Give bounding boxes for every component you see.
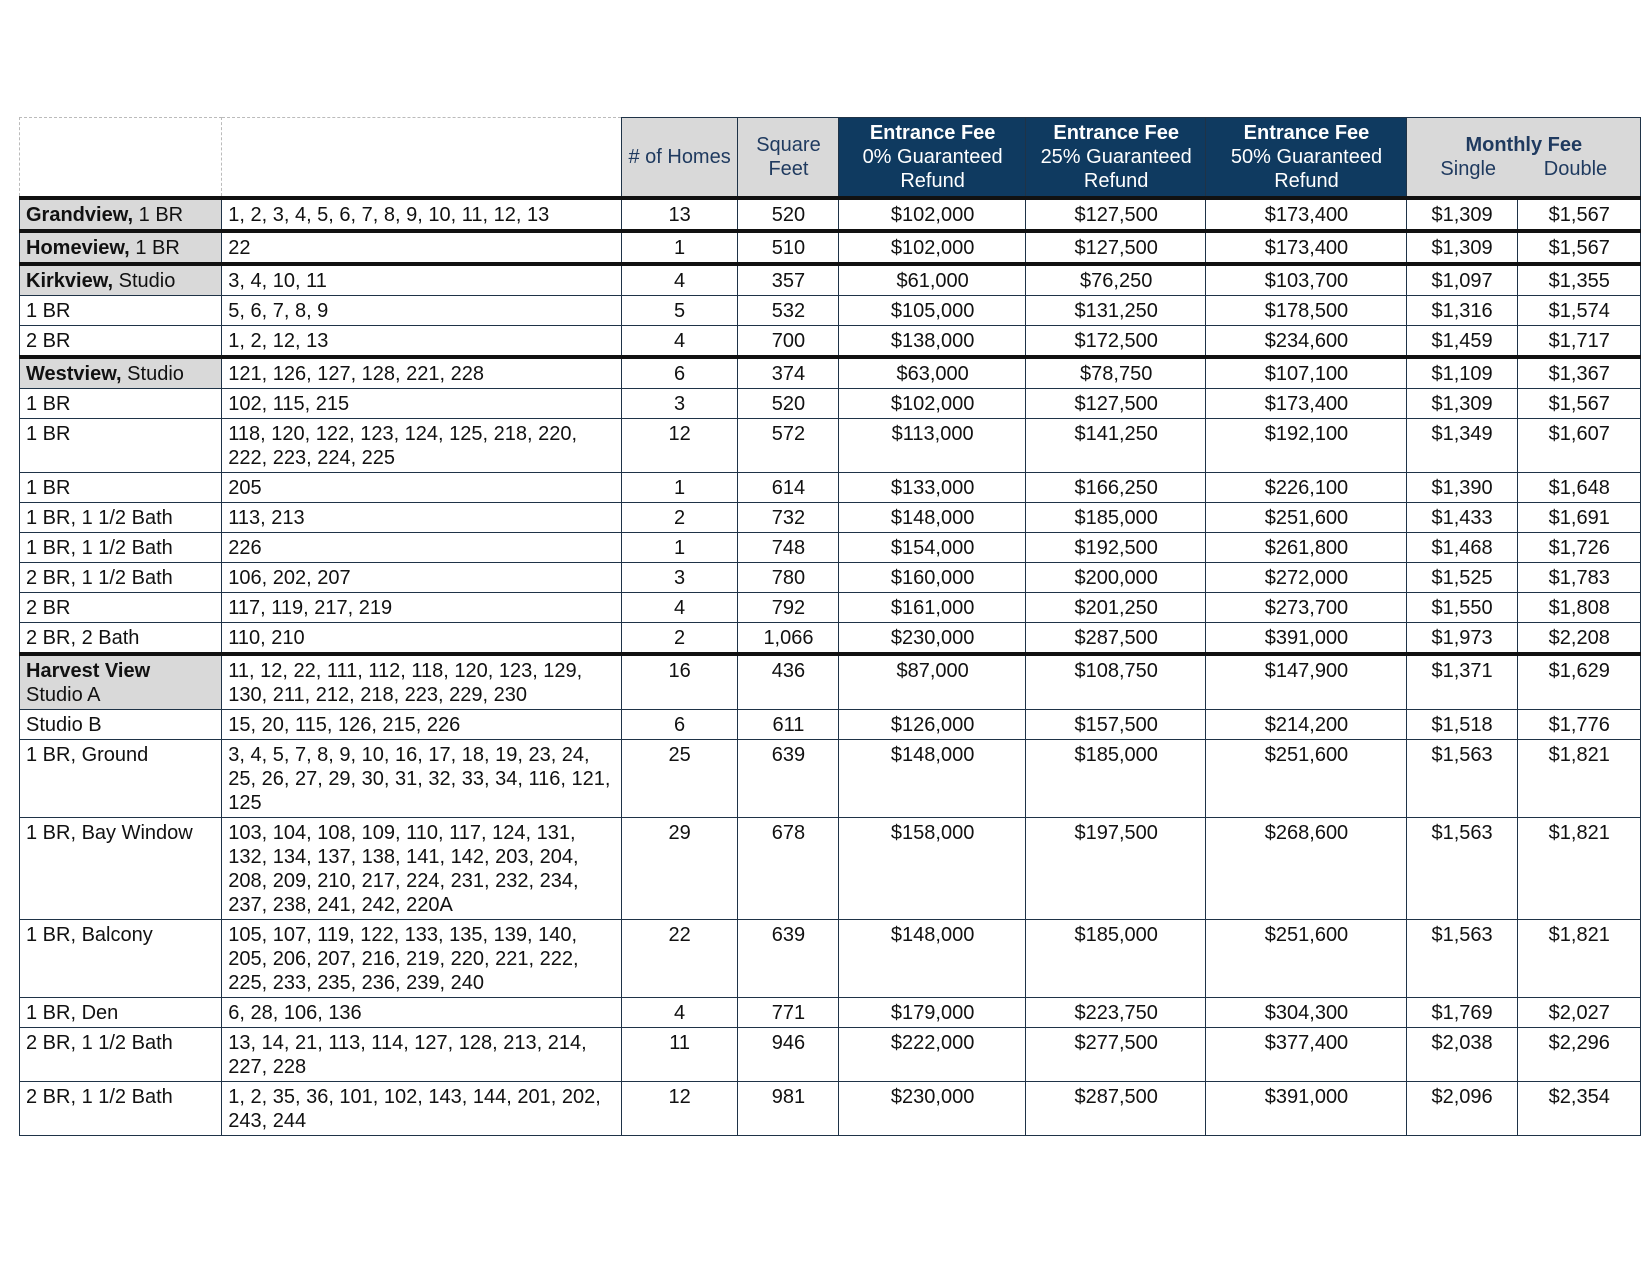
square-feet: 792 xyxy=(737,592,839,622)
unit-type-cell xyxy=(20,472,222,502)
monthly-fee-single: $2,038 xyxy=(1406,1027,1517,1081)
monthly-fee-double: $2,027 xyxy=(1517,997,1640,1027)
unit-type: 2 BR, 1 1/2 Bath xyxy=(26,1085,173,1108)
unit-type: 1 BR xyxy=(138,203,184,226)
entrance-fee-25: $197,500 xyxy=(1025,817,1205,919)
monthly-fee-single: $1,563 xyxy=(1406,739,1517,817)
entrance-fee-25: $185,000 xyxy=(1025,502,1205,532)
entrance-fee-50: $261,800 xyxy=(1206,532,1406,562)
home-numbers: 3, 4, 5, 7, 8, 9, 10, 16, 17, 18, 19, 23, 24, 25, 26, 27, 29, 30, 31, 32, 33, 34, 116, 121, 125 xyxy=(222,739,621,817)
homes-count: 29 xyxy=(621,817,737,919)
monthly-fee-double: $1,607 xyxy=(1517,418,1640,472)
unit-type: 1 BR xyxy=(135,236,180,259)
unit-type-cell xyxy=(20,264,222,296)
square-feet: 436 xyxy=(737,654,839,710)
entrance-fee-50: $214,200 xyxy=(1206,709,1406,739)
homes-count: 1 xyxy=(621,472,737,502)
monthly-fee-double: $1,821 xyxy=(1517,919,1640,997)
monthly-fee-double: $1,629 xyxy=(1517,654,1640,710)
homes-count: 6 xyxy=(621,357,737,389)
entrance-fee-50: $377,400 xyxy=(1206,1027,1406,1081)
unit-type: Studio xyxy=(127,362,184,385)
unit-type-cell xyxy=(20,919,222,997)
entrance-fee-0: $161,000 xyxy=(839,592,1026,622)
table-row xyxy=(20,562,1641,592)
header-blank-homes xyxy=(222,118,621,198)
unit-type: 1 BR, 1 1/2 Bath xyxy=(26,536,173,559)
home-numbers: 121, 126, 127, 128, 221, 228 xyxy=(222,357,621,389)
home-numbers: 15, 20, 115, 126, 215, 226 xyxy=(222,709,621,739)
unit-type-cell xyxy=(20,388,222,418)
monthly-fee-single: $1,459 xyxy=(1406,325,1517,357)
entrance-fee-0: $87,000 xyxy=(839,654,1026,710)
monthly-fee-double: $1,821 xyxy=(1517,817,1640,919)
table-row xyxy=(20,502,1641,532)
table-row xyxy=(20,295,1641,325)
entrance-fee-25: $131,250 xyxy=(1025,295,1205,325)
entrance-fee-50: $273,700 xyxy=(1206,592,1406,622)
unit-type: 1 BR xyxy=(26,299,71,322)
table-row xyxy=(20,654,1641,710)
header-fee-50-title: Entrance Fee xyxy=(1243,122,1370,145)
entrance-fee-25: $127,500 xyxy=(1025,198,1205,231)
monthly-fee-double: $1,821 xyxy=(1517,739,1640,817)
unit-type-cell xyxy=(20,1027,222,1081)
pricing-table xyxy=(19,117,1641,1136)
entrance-fee-50: $178,500 xyxy=(1206,295,1406,325)
monthly-fee-single: $1,316 xyxy=(1406,295,1517,325)
monthly-fee-single: $1,097 xyxy=(1406,264,1517,296)
entrance-fee-50: $251,600 xyxy=(1206,739,1406,817)
entrance-fee-50: $173,400 xyxy=(1206,231,1406,264)
square-feet: 1,066 xyxy=(737,622,839,654)
homes-count: 6 xyxy=(621,709,737,739)
unit-type-cell xyxy=(20,592,222,622)
homes-count: 12 xyxy=(621,1081,737,1135)
monthly-fee-double: $1,567 xyxy=(1517,231,1640,264)
table-body xyxy=(20,198,1641,1136)
unit-type: 1 BR, Ground xyxy=(26,743,149,766)
unit-type-cell xyxy=(20,231,222,264)
homes-count: 4 xyxy=(621,325,737,357)
unit-type: 2 BR, 1 1/2 Bath xyxy=(26,566,173,589)
home-numbers: 5, 6, 7, 8, 9 xyxy=(222,295,621,325)
homes-count: 3 xyxy=(621,562,737,592)
unit-type: 2 BR, 2 Bath xyxy=(26,626,140,649)
unit-type: 2 BR, 1 1/2 Bath xyxy=(26,1031,173,1054)
entrance-fee-0: $158,000 xyxy=(839,817,1026,919)
table-row xyxy=(20,1081,1641,1135)
monthly-fee-double: $1,717 xyxy=(1517,325,1640,357)
header-monthly-title: Monthly Fee xyxy=(1465,134,1583,157)
entrance-fee-25: $201,250 xyxy=(1025,592,1205,622)
home-numbers: 205 xyxy=(222,472,621,502)
monthly-fee-single: $1,769 xyxy=(1406,997,1517,1027)
table-row xyxy=(20,622,1641,654)
entrance-fee-25: $127,500 xyxy=(1025,388,1205,418)
square-feet: 639 xyxy=(737,919,839,997)
unit-type-cell xyxy=(20,654,222,710)
unit-type: Studio A xyxy=(26,683,101,706)
square-feet: 678 xyxy=(737,817,839,919)
entrance-fee-25: $166,250 xyxy=(1025,472,1205,502)
monthly-fee-double: $1,567 xyxy=(1517,388,1640,418)
square-feet: 520 xyxy=(737,388,839,418)
unit-type: 1 BR, Den xyxy=(26,1001,119,1024)
header-fee-25-sub: 25% Guaranteed Refund xyxy=(1040,146,1192,193)
table-row xyxy=(20,817,1641,919)
home-numbers: 102, 115, 215 xyxy=(222,388,621,418)
home-numbers: 105, 107, 119, 122, 133, 135, 139, 140, 205, 206, 207, 216, 219, 220, 221, 222, 225, 233, 235, 236, 239, 240 xyxy=(222,919,621,997)
building-name: Harvest View xyxy=(26,659,151,682)
table-row xyxy=(20,388,1641,418)
square-feet: 700 xyxy=(737,325,839,357)
home-numbers: 106, 202, 207 xyxy=(222,562,621,592)
header-monthly-fee xyxy=(1406,118,1640,198)
entrance-fee-0: $63,000 xyxy=(839,357,1026,389)
entrance-fee-0: $126,000 xyxy=(839,709,1026,739)
monthly-fee-double: $1,808 xyxy=(1517,592,1640,622)
table-row xyxy=(20,418,1641,472)
square-feet: 510 xyxy=(737,231,839,264)
monthly-fee-single: $1,563 xyxy=(1406,919,1517,997)
homes-count: 3 xyxy=(621,388,737,418)
square-feet: 611 xyxy=(737,709,839,739)
entrance-fee-25: $192,500 xyxy=(1025,532,1205,562)
homes-count: 5 xyxy=(621,295,737,325)
table-row xyxy=(20,231,1641,264)
homes-count: 25 xyxy=(621,739,737,817)
entrance-fee-25: $157,500 xyxy=(1025,709,1205,739)
entrance-fee-50: $103,700 xyxy=(1206,264,1406,296)
entrance-fee-50: $391,000 xyxy=(1206,1081,1406,1135)
monthly-fee-double: $2,208 xyxy=(1517,622,1640,654)
entrance-fee-25: $185,000 xyxy=(1025,919,1205,997)
table-row xyxy=(20,997,1641,1027)
monthly-fee-double: $1,783 xyxy=(1517,562,1640,592)
square-feet: 748 xyxy=(737,532,839,562)
entrance-fee-50: $268,600 xyxy=(1206,817,1406,919)
entrance-fee-25: $200,000 xyxy=(1025,562,1205,592)
entrance-fee-0: $138,000 xyxy=(839,325,1026,357)
homes-count: 1 xyxy=(621,532,737,562)
unit-type: 1 BR, Balcony xyxy=(26,923,153,946)
monthly-fee-single: $2,096 xyxy=(1406,1081,1517,1135)
square-feet: 981 xyxy=(737,1081,839,1135)
header-fee-0-sub: 0% Guaranteed Refund xyxy=(862,146,1003,193)
entrance-fee-0: $148,000 xyxy=(839,502,1026,532)
home-numbers: 11, 12, 22, 111, 112, 118, 120, 123, 129, 130, 211, 212, 218, 223, 229, 230 xyxy=(222,654,621,710)
home-numbers: 1, 2, 3, 4, 5, 6, 7, 8, 9, 10, 11, 12, 13 xyxy=(222,198,621,231)
entrance-fee-25: $76,250 xyxy=(1025,264,1205,296)
monthly-fee-single: $1,563 xyxy=(1406,817,1517,919)
header-fee-0 xyxy=(839,118,1026,198)
entrance-fee-50: $304,300 xyxy=(1206,997,1406,1027)
entrance-fee-0: $102,000 xyxy=(839,198,1026,231)
entrance-fee-50: $173,400 xyxy=(1206,198,1406,231)
homes-count: 4 xyxy=(621,264,737,296)
header-fee-25 xyxy=(1025,118,1205,198)
entrance-fee-50: $272,000 xyxy=(1206,562,1406,592)
entrance-fee-25: $108,750 xyxy=(1025,654,1205,710)
header-double: Double xyxy=(1543,158,1608,181)
header-fee-50 xyxy=(1206,118,1406,198)
unit-type: 2 BR xyxy=(26,596,71,619)
unit-type: 1 BR, 1 1/2 Bath xyxy=(26,506,173,529)
entrance-fee-0: $179,000 xyxy=(839,997,1026,1027)
building-name: Westview, xyxy=(26,362,122,385)
unit-type-cell xyxy=(20,1081,222,1135)
building-name: Homeview, xyxy=(26,236,130,259)
monthly-fee-double: $1,567 xyxy=(1517,198,1640,231)
table-row xyxy=(20,532,1641,562)
unit-type: 1 BR, Bay Window xyxy=(26,821,193,844)
unit-type-cell xyxy=(20,739,222,817)
entrance-fee-25: $287,500 xyxy=(1025,622,1205,654)
unit-type-cell xyxy=(20,817,222,919)
entrance-fee-0: $222,000 xyxy=(839,1027,1026,1081)
unit-type-cell xyxy=(20,709,222,739)
entrance-fee-25: $223,750 xyxy=(1025,997,1205,1027)
monthly-fee-double: $1,776 xyxy=(1517,709,1640,739)
square-feet: 374 xyxy=(737,357,839,389)
homes-count: 4 xyxy=(621,592,737,622)
homes-count: 2 xyxy=(621,622,737,654)
entrance-fee-0: $61,000 xyxy=(839,264,1026,296)
entrance-fee-50: $107,100 xyxy=(1206,357,1406,389)
table-row xyxy=(20,919,1641,997)
entrance-fee-0: $102,000 xyxy=(839,231,1026,264)
square-feet: 771 xyxy=(737,997,839,1027)
square-feet: 520 xyxy=(737,198,839,231)
header-fee-50-sub: 50% Guaranteed Refund xyxy=(1230,146,1383,193)
unit-type-cell xyxy=(20,418,222,472)
unit-type-cell xyxy=(20,622,222,654)
entrance-fee-50: $192,100 xyxy=(1206,418,1406,472)
monthly-fee-single: $1,109 xyxy=(1406,357,1517,389)
table-row xyxy=(20,357,1641,389)
square-feet: 614 xyxy=(737,472,839,502)
unit-type-cell xyxy=(20,198,222,231)
entrance-fee-0: $230,000 xyxy=(839,622,1026,654)
monthly-fee-double: $2,296 xyxy=(1517,1027,1640,1081)
monthly-fee-single: $1,525 xyxy=(1406,562,1517,592)
monthly-fee-single: $1,518 xyxy=(1406,709,1517,739)
entrance-fee-0: $105,000 xyxy=(839,295,1026,325)
unit-type-cell xyxy=(20,357,222,389)
header-homes-count: # of Homes xyxy=(621,118,737,198)
monthly-fee-double: $1,691 xyxy=(1517,502,1640,532)
header-single: Single xyxy=(1440,158,1497,181)
entrance-fee-50: $173,400 xyxy=(1206,388,1406,418)
entrance-fee-0: $133,000 xyxy=(839,472,1026,502)
unit-type: 2 BR xyxy=(26,329,71,352)
homes-count: 4 xyxy=(621,997,737,1027)
monthly-fee-double: $1,367 xyxy=(1517,357,1640,389)
table-row xyxy=(20,1027,1641,1081)
monthly-fee-single: $1,371 xyxy=(1406,654,1517,710)
entrance-fee-25: $127,500 xyxy=(1025,231,1205,264)
home-numbers: 103, 104, 108, 109, 110, 117, 124, 131, 132, 134, 137, 138, 141, 142, 203, 204, 208, 209, 210, 217, 224, 231, 232, 234, 237, 238, 241, 242, 220A xyxy=(222,817,621,919)
homes-count: 16 xyxy=(621,654,737,710)
unit-type: 1 BR xyxy=(26,392,71,415)
header-fee-0-title: Entrance Fee xyxy=(869,122,996,145)
entrance-fee-0: $148,000 xyxy=(839,919,1026,997)
building-name: Grandview, xyxy=(26,203,134,226)
table-row xyxy=(20,325,1641,357)
monthly-fee-single: $1,433 xyxy=(1406,502,1517,532)
home-numbers: 110, 210 xyxy=(222,622,621,654)
entrance-fee-50: $234,600 xyxy=(1206,325,1406,357)
entrance-fee-50: $251,600 xyxy=(1206,502,1406,532)
monthly-fee-single: $1,309 xyxy=(1406,388,1517,418)
entrance-fee-25: $287,500 xyxy=(1025,1081,1205,1135)
entrance-fee-50: $251,600 xyxy=(1206,919,1406,997)
home-numbers: 118, 120, 122, 123, 124, 125, 218, 220, 222, 223, 224, 225 xyxy=(222,418,621,472)
home-numbers: 3, 4, 10, 11 xyxy=(222,264,621,296)
home-numbers: 113, 213 xyxy=(222,502,621,532)
table-row xyxy=(20,739,1641,817)
entrance-fee-50: $226,100 xyxy=(1206,472,1406,502)
header-fee-25-title: Entrance Fee xyxy=(1053,122,1179,145)
unit-type-cell xyxy=(20,502,222,532)
monthly-fee-single: $1,390 xyxy=(1406,472,1517,502)
monthly-fee-single: $1,349 xyxy=(1406,418,1517,472)
monthly-fee-single: $1,550 xyxy=(1406,592,1517,622)
entrance-fee-0: $148,000 xyxy=(839,739,1026,817)
home-numbers: 6, 28, 106, 136 xyxy=(222,997,621,1027)
home-numbers: 226 xyxy=(222,532,621,562)
unit-type: 1 BR xyxy=(26,422,71,445)
unit-type: Studio xyxy=(118,269,176,292)
entrance-fee-0: $154,000 xyxy=(839,532,1026,562)
square-feet: 357 xyxy=(737,264,839,296)
monthly-fee-double: $1,574 xyxy=(1517,295,1640,325)
entrance-fee-0: $160,000 xyxy=(839,562,1026,592)
entrance-fee-25: $172,500 xyxy=(1025,325,1205,357)
header-square-feet: Square Feet xyxy=(737,118,839,198)
home-numbers: 13, 14, 21, 113, 114, 127, 128, 213, 214, 227, 228 xyxy=(222,1027,621,1081)
square-feet: 946 xyxy=(737,1027,839,1081)
table-row xyxy=(20,592,1641,622)
header-blank-unit xyxy=(20,118,222,198)
table-row xyxy=(20,709,1641,739)
unit-type: 1 BR xyxy=(26,476,71,499)
home-numbers: 1, 2, 12, 13 xyxy=(222,325,621,357)
homes-count: 11 xyxy=(621,1027,737,1081)
square-feet: 639 xyxy=(737,739,839,817)
building-name: Kirkview, xyxy=(26,269,114,292)
monthly-fee-double: $1,726 xyxy=(1517,532,1640,562)
homes-count: 1 xyxy=(621,231,737,264)
entrance-fee-25: $78,750 xyxy=(1025,357,1205,389)
entrance-fee-50: $391,000 xyxy=(1206,622,1406,654)
homes-count: 13 xyxy=(621,198,737,231)
monthly-fee-double: $1,355 xyxy=(1517,264,1640,296)
square-feet: 780 xyxy=(737,562,839,592)
unit-type-cell xyxy=(20,325,222,357)
unit-type-cell xyxy=(20,295,222,325)
table-row xyxy=(20,198,1641,231)
entrance-fee-25: $185,000 xyxy=(1025,739,1205,817)
monthly-fee-single: $1,973 xyxy=(1406,622,1517,654)
entrance-fee-0: $230,000 xyxy=(839,1081,1026,1135)
monthly-fee-single: $1,309 xyxy=(1406,231,1517,264)
home-numbers: 117, 119, 217, 219 xyxy=(222,592,621,622)
home-numbers: 1, 2, 35, 36, 101, 102, 143, 144, 201, 202, 243, 244 xyxy=(222,1081,621,1135)
entrance-fee-25: $277,500 xyxy=(1025,1027,1205,1081)
homes-count: 2 xyxy=(621,502,737,532)
unit-type: Studio B xyxy=(26,713,102,736)
header-row xyxy=(20,118,1641,198)
unit-type-cell xyxy=(20,532,222,562)
table-row xyxy=(20,264,1641,296)
entrance-fee-0: $113,000 xyxy=(839,418,1026,472)
monthly-fee-double: $1,648 xyxy=(1517,472,1640,502)
square-feet: 532 xyxy=(737,295,839,325)
table-row xyxy=(20,472,1641,502)
homes-count: 12 xyxy=(621,418,737,472)
entrance-fee-0: $102,000 xyxy=(839,388,1026,418)
monthly-fee-single: $1,468 xyxy=(1406,532,1517,562)
unit-type-cell xyxy=(20,562,222,592)
entrance-fee-50: $147,900 xyxy=(1206,654,1406,710)
square-feet: 572 xyxy=(737,418,839,472)
entrance-fee-25: $141,250 xyxy=(1025,418,1205,472)
monthly-fee-double: $2,354 xyxy=(1517,1081,1640,1135)
square-feet: 732 xyxy=(737,502,839,532)
monthly-fee-single: $1,309 xyxy=(1406,198,1517,231)
home-numbers: 22 xyxy=(222,231,621,264)
unit-type-cell xyxy=(20,997,222,1027)
homes-count: 22 xyxy=(621,919,737,997)
